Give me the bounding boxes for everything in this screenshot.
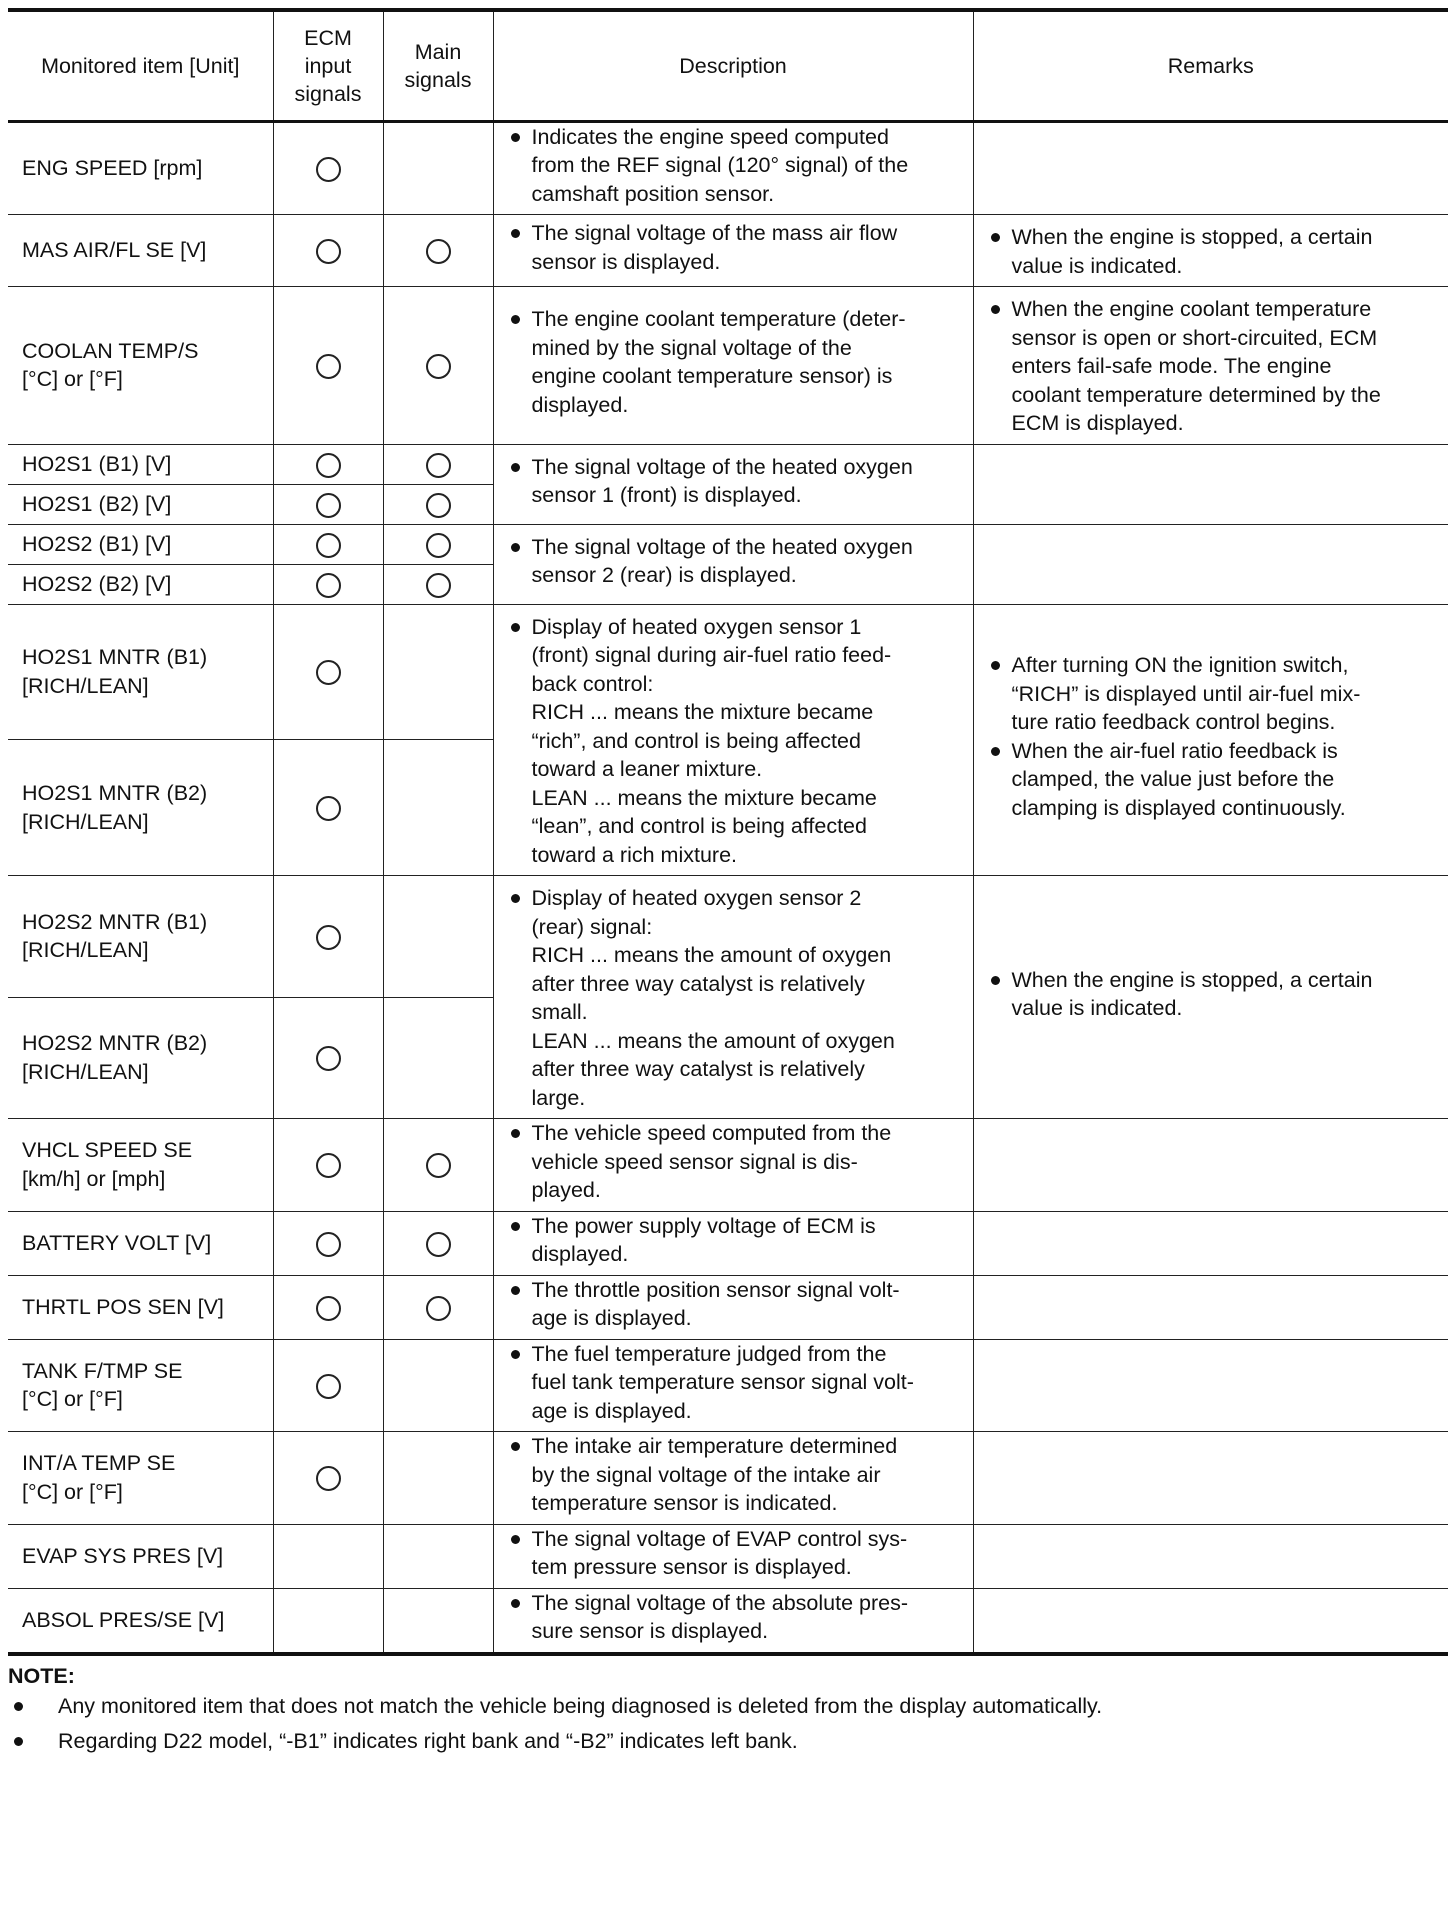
text-line: sensor is displayed. xyxy=(531,249,721,274)
text-line: ECM is displayed. xyxy=(1011,411,1184,435)
description-cell xyxy=(493,604,973,876)
text-line: When the air-fuel ratio feedback is xyxy=(1011,738,1338,763)
circle-mark-icon xyxy=(316,1153,341,1178)
text-line: from the REF signal (120° signal) of the xyxy=(531,153,909,177)
ecm-input-mark-cell xyxy=(273,215,383,287)
remarks-cell xyxy=(973,604,1448,876)
text-line: vehicle speed sensor signal is dis- xyxy=(531,1149,858,1174)
table-row xyxy=(8,121,1448,215)
description xyxy=(504,1432,963,1518)
remarks xyxy=(984,223,1439,280)
circle-mark-icon xyxy=(426,493,451,518)
description-bullet xyxy=(532,1212,963,1269)
ecm-input-mark-cell xyxy=(273,1211,383,1275)
description xyxy=(504,613,963,870)
monitored-item-text: [RICH/LEAN] xyxy=(22,938,149,963)
ecm-input-mark-cell xyxy=(273,876,383,998)
text-line: back control: xyxy=(531,671,654,696)
circle-mark-icon xyxy=(316,1296,341,1321)
circle-mark-icon xyxy=(316,925,341,950)
ecm-input-mark-cell xyxy=(273,1119,383,1212)
text-line: fuel tank temperature sensor signal volt- xyxy=(531,1370,914,1394)
text-line: mined by the signal voltage of the xyxy=(531,335,852,360)
monitored-item-text: COOLAN TEMP/S xyxy=(22,338,199,363)
remarks-cell xyxy=(973,444,1448,524)
main-signal-mark-cell xyxy=(383,1211,493,1275)
monitored-item-text: [RICH/LEAN] xyxy=(22,809,149,834)
remarks-cell xyxy=(973,121,1448,215)
text-line: value is indicated. xyxy=(1011,253,1183,278)
ecm-input-mark-cell xyxy=(273,1275,383,1339)
remarks-cell xyxy=(973,524,1448,604)
text-line: clamped, the value just before the xyxy=(1011,767,1335,792)
circle-mark-icon xyxy=(316,1046,341,1071)
monitored-item-text: THRTL POS SEN [V] xyxy=(22,1294,224,1319)
monitored-item-cell xyxy=(8,1432,273,1525)
document-page xyxy=(8,8,1448,1762)
description xyxy=(504,1340,963,1426)
monitored-item-cell xyxy=(8,564,273,604)
circle-mark-icon xyxy=(426,1232,451,1257)
text-line: age is displayed. xyxy=(531,1306,692,1330)
ecm-input-mark-cell xyxy=(273,1432,383,1525)
text-line: The throttle position sensor signal volt- xyxy=(531,1277,900,1302)
description-bullet xyxy=(532,613,963,870)
monitored-item-cell xyxy=(8,1119,273,1212)
monitored-item-cell xyxy=(8,484,273,524)
main-signal-mark-cell xyxy=(383,1339,493,1432)
monitor-item-table xyxy=(8,8,1448,1656)
ecm-input-mark-cell xyxy=(273,444,383,484)
text-line: When the engine coolant temperature xyxy=(1011,297,1372,321)
ecm-input-mark-cell xyxy=(273,740,383,876)
monitored-item-cell xyxy=(8,215,273,287)
text-line: age is displayed. xyxy=(531,1398,692,1423)
header-remarks: Remarks xyxy=(973,10,1448,121)
monitored-item-text: HO2S1 (B1) [V] xyxy=(22,451,172,476)
main-signal-mark-cell xyxy=(383,564,493,604)
text-line: The intake air temperature determined xyxy=(531,1434,898,1458)
text-line: sure sensor is displayed. xyxy=(531,1619,769,1643)
description-cell xyxy=(493,1432,973,1525)
text-line: LEAN ... means the amount of oxygen xyxy=(531,1028,895,1053)
description xyxy=(504,1276,963,1333)
text-line: enters fail-safe mode. The engine xyxy=(1011,354,1332,378)
description-cell xyxy=(493,121,973,215)
description-bullet xyxy=(532,1276,963,1333)
text-line: RICH ... means the mixture became xyxy=(531,700,874,724)
monitored-item-text: [°C] or [°F] xyxy=(22,1479,123,1504)
monitored-item-cell xyxy=(8,444,273,484)
header-description: Description xyxy=(493,10,973,121)
monitored-item-text: ABSOL PRES/SE [V] xyxy=(22,1607,225,1632)
description xyxy=(504,1119,963,1205)
text-line: “rich”, and control is being affected xyxy=(531,728,861,753)
text-line: displayed. xyxy=(531,392,629,417)
monitored-item-text: HO2S2 (B2) [V] xyxy=(22,571,172,596)
remarks xyxy=(984,295,1439,438)
remarks-cell xyxy=(973,1275,1448,1339)
description xyxy=(504,1589,963,1646)
ecm-input-mark-cell xyxy=(273,524,383,564)
main-signal-mark-cell xyxy=(383,740,493,876)
note-item: Regarding D22 model, “-B1” indicates right bank and “-B2” indicates left bank. xyxy=(58,1727,1448,1755)
circle-mark-icon xyxy=(316,796,341,821)
description-cell xyxy=(493,1524,973,1588)
circle-mark-icon xyxy=(316,354,341,379)
main-signal-mark-cell xyxy=(383,1524,493,1588)
monitored-item-cell xyxy=(8,287,273,445)
text-line: The signal voltage of the heated oxygen xyxy=(531,454,913,479)
monitored-item-text: HO2S2 MNTR (B1) xyxy=(22,909,208,934)
circle-mark-icon xyxy=(426,354,451,379)
circle-mark-icon xyxy=(426,1153,451,1178)
ecm-input-mark-cell xyxy=(273,484,383,524)
description-cell xyxy=(493,444,973,524)
text-line: sensor 2 (rear) is displayed. xyxy=(531,563,797,587)
remarks-cell xyxy=(973,1432,1448,1525)
monitored-item-text: HO2S1 MNTR (B1) xyxy=(22,645,208,670)
remarks-cell xyxy=(973,1211,1448,1275)
remarks-bullet xyxy=(1012,651,1439,737)
description-bullet xyxy=(532,305,963,419)
text-line: When the engine is stopped, a certain xyxy=(1011,225,1373,249)
description-cell xyxy=(493,1588,973,1654)
monitored-item-text: BATTERY VOLT [V] xyxy=(22,1230,212,1255)
description-cell xyxy=(493,1339,973,1432)
table-row xyxy=(8,1432,1448,1525)
monitored-item-text: [RICH/LEAN] xyxy=(22,1059,149,1084)
text-line: (rear) signal: xyxy=(531,914,653,939)
main-signal-mark-cell xyxy=(383,484,493,524)
note-list xyxy=(8,1692,1448,1755)
table-row xyxy=(8,1524,1448,1588)
text-line: (front) signal during air-fuel ratio feed- xyxy=(531,643,892,667)
remarks-cell xyxy=(973,287,1448,445)
monitored-item-text: HO2S2 (B1) [V] xyxy=(22,531,172,556)
text-line: engine coolant temperature sensor) is xyxy=(531,364,893,389)
main-signal-mark-cell xyxy=(383,604,493,740)
text-line: large. xyxy=(531,1085,586,1110)
monitored-item-cell xyxy=(8,997,273,1119)
text-line: coolant temperature determined by the xyxy=(1011,382,1381,407)
text-line: played. xyxy=(531,1178,601,1202)
table-row xyxy=(8,444,1448,484)
text-line: After turning ON the ignition switch, xyxy=(1011,653,1349,678)
text-line: When the engine is stopped, a certain xyxy=(1011,967,1373,992)
ecm-input-mark-cell xyxy=(273,604,383,740)
text-line: The power supply voltage of ECM is xyxy=(531,1213,876,1238)
monitored-item-cell xyxy=(8,1275,273,1339)
circle-mark-icon xyxy=(316,660,341,685)
main-signal-mark-cell xyxy=(383,287,493,445)
table-row xyxy=(8,287,1448,445)
monitored-item-cell xyxy=(8,876,273,998)
ecm-input-mark-cell xyxy=(273,287,383,445)
monitored-item-text: HO2S1 MNTR (B2) xyxy=(22,781,208,806)
remarks-bullet xyxy=(1012,223,1439,280)
main-signal-mark-cell xyxy=(383,997,493,1119)
table-row xyxy=(8,1588,1448,1654)
ecm-input-mark-cell xyxy=(273,1339,383,1432)
text-line: toward a leaner mixture. xyxy=(531,757,763,781)
description-cell xyxy=(493,876,973,1119)
header-line: signals xyxy=(404,67,472,92)
circle-mark-icon xyxy=(426,533,451,558)
circle-mark-icon xyxy=(426,239,451,264)
monitored-item-text: [km/h] or [mph] xyxy=(22,1166,166,1191)
ecm-input-mark-cell xyxy=(273,1524,383,1588)
text-line: sensor is open or short-circuited, ECM xyxy=(1011,325,1378,350)
main-signal-mark-cell xyxy=(383,1119,493,1212)
remarks-cell xyxy=(973,1524,1448,1588)
description-bullet xyxy=(532,1340,963,1426)
header-ecm-input-signals xyxy=(273,10,383,121)
monitored-item-text: TANK F/TMP SE xyxy=(22,1358,183,1383)
ecm-input-mark-cell xyxy=(273,1588,383,1654)
main-signal-mark-cell xyxy=(383,1275,493,1339)
main-signal-mark-cell xyxy=(383,121,493,215)
text-line: The engine coolant temperature (deter- xyxy=(531,307,906,332)
circle-mark-icon xyxy=(316,493,341,518)
table-row xyxy=(8,1275,1448,1339)
monitored-item-text: [RICH/LEAN] xyxy=(22,673,149,698)
text-line: value is indicated. xyxy=(1011,996,1183,1020)
header-line: input xyxy=(304,53,352,78)
text-line: Display of heated oxygen sensor 1 xyxy=(531,614,862,639)
ecm-input-mark-cell xyxy=(273,997,383,1119)
description-cell xyxy=(493,1275,973,1339)
header-monitored-item: Monitored item [Unit] xyxy=(8,10,273,121)
main-signal-mark-cell xyxy=(383,444,493,484)
remarks-cell xyxy=(973,1339,1448,1432)
main-signal-mark-cell xyxy=(383,876,493,998)
text-line: after three way catalyst is relatively xyxy=(531,971,865,996)
description xyxy=(504,884,963,1112)
main-signal-mark-cell xyxy=(383,524,493,564)
circle-mark-icon xyxy=(426,1296,451,1321)
table-row xyxy=(8,1211,1448,1275)
description xyxy=(504,533,963,590)
text-line: RICH ... means the amount of oxygen xyxy=(531,943,892,967)
text-line: The signal voltage of the absolute pres- xyxy=(531,1590,908,1615)
description-cell xyxy=(493,215,973,287)
description xyxy=(504,123,963,209)
text-line: The signal voltage of the heated oxygen xyxy=(531,534,913,559)
remarks xyxy=(984,651,1439,822)
remarks-bullet xyxy=(1012,966,1439,1023)
table-row xyxy=(8,215,1448,287)
circle-mark-icon xyxy=(316,1232,341,1257)
description-cell xyxy=(493,287,973,445)
table-row xyxy=(8,1339,1448,1432)
text-line: camshaft position sensor. xyxy=(531,181,775,206)
text-line: Display of heated oxygen sensor 2 xyxy=(531,886,862,910)
monitored-item-text: HO2S1 (B2) [V] xyxy=(22,491,172,516)
description-cell xyxy=(493,524,973,604)
main-signal-mark-cell xyxy=(383,1588,493,1654)
circle-mark-icon xyxy=(316,453,341,478)
description-bullet xyxy=(532,453,963,510)
monitored-item-cell xyxy=(8,740,273,876)
remarks-cell xyxy=(973,1119,1448,1212)
remarks xyxy=(984,966,1439,1023)
description-bullet xyxy=(532,884,963,1112)
circle-mark-icon xyxy=(426,573,451,598)
text-line: temperature sensor is indicated. xyxy=(531,1491,838,1515)
circle-mark-icon xyxy=(316,573,341,598)
circle-mark-icon xyxy=(316,239,341,264)
text-line: ture ratio feedback control begins. xyxy=(1011,710,1336,735)
description-bullet xyxy=(532,533,963,590)
description xyxy=(504,1212,963,1269)
monitored-item-text: EVAP SYS PRES [V] xyxy=(22,1543,224,1568)
monitored-item-cell xyxy=(8,1339,273,1432)
monitored-item-cell xyxy=(8,1524,273,1588)
monitored-item-text: VHCL SPEED SE xyxy=(22,1138,193,1163)
header-line: Main xyxy=(414,39,462,64)
circle-mark-icon xyxy=(316,1374,341,1399)
monitored-item-text: [°C] or [°F] xyxy=(22,1387,123,1412)
text-line: The fuel temperature judged from the xyxy=(531,1341,887,1366)
text-line: Indicates the engine speed computed xyxy=(531,124,889,149)
header-line: signals xyxy=(294,81,362,106)
description-bullet xyxy=(532,219,963,276)
description xyxy=(504,453,963,510)
circle-mark-icon xyxy=(426,453,451,478)
text-line: “RICH” is displayed until air-fuel mix- xyxy=(1011,681,1361,706)
description xyxy=(504,219,963,276)
monitored-item-cell xyxy=(8,1211,273,1275)
circle-mark-icon xyxy=(316,157,341,182)
text-line: “lean”, and control is being affected xyxy=(531,814,867,838)
description-bullet xyxy=(532,1589,963,1646)
text-line: small. xyxy=(531,1000,588,1024)
monitored-item-cell xyxy=(8,604,273,740)
circle-mark-icon xyxy=(316,533,341,558)
remarks-cell xyxy=(973,215,1448,287)
remarks-bullet xyxy=(1012,295,1439,438)
monitored-item-cell xyxy=(8,121,273,215)
text-line: The vehicle speed computed from the xyxy=(531,1121,892,1145)
table-row xyxy=(8,876,1448,998)
text-line: The signal voltage of EVAP control sys- xyxy=(531,1526,908,1551)
circle-mark-icon xyxy=(316,1466,341,1491)
text-line: by the signal voltage of the intake air xyxy=(531,1462,881,1487)
description-bullet xyxy=(532,1525,963,1582)
remarks-cell xyxy=(973,876,1448,1119)
monitored-item-cell xyxy=(8,524,273,564)
text-line: clamping is displayed continuously. xyxy=(1011,795,1346,820)
monitored-item-text: MAS AIR/FL SE [V] xyxy=(22,238,207,263)
table-row xyxy=(8,604,1448,740)
ecm-input-mark-cell xyxy=(273,564,383,604)
text-line: toward a rich mixture. xyxy=(531,842,738,867)
description-cell xyxy=(493,1211,973,1275)
monitored-item-text: HO2S2 MNTR (B2) xyxy=(22,1031,208,1056)
description-bullet xyxy=(532,1119,963,1205)
remarks-cell xyxy=(973,1588,1448,1654)
header-main-signals xyxy=(383,10,493,121)
main-signal-mark-cell xyxy=(383,1432,493,1525)
text-line: after three way catalyst is relatively xyxy=(531,1057,865,1081)
table-row xyxy=(8,1119,1448,1212)
description xyxy=(504,1525,963,1582)
text-line: sensor 1 (front) is displayed. xyxy=(531,483,802,507)
header-line: ECM xyxy=(304,25,352,50)
main-signal-mark-cell xyxy=(383,215,493,287)
header-row xyxy=(8,10,1448,121)
monitored-item-text: ENG SPEED [rpm] xyxy=(22,156,203,180)
description xyxy=(504,305,963,419)
note-item: Any monitored item that does not match the vehicle being diagnosed is deleted from the display automatically. xyxy=(58,1692,1448,1720)
monitored-item-cell xyxy=(8,1588,273,1654)
text-line: tem pressure sensor is displayed. xyxy=(531,1555,852,1579)
text-line: displayed. xyxy=(531,1242,629,1266)
monitored-item-text: [°C] or [°F] xyxy=(22,367,123,392)
note-title: NOTE: xyxy=(8,1663,75,1688)
table-row xyxy=(8,524,1448,564)
remarks-bullet xyxy=(1012,737,1439,823)
monitored-item-text: INT/A TEMP SE xyxy=(22,1451,176,1476)
note-section xyxy=(8,1662,1448,1755)
text-line: LEAN ... means the mixture became xyxy=(531,785,877,810)
description-cell xyxy=(493,1119,973,1212)
ecm-input-mark-cell xyxy=(273,121,383,215)
description-bullet xyxy=(532,123,963,209)
description-bullet xyxy=(532,1432,963,1518)
text-line: The signal voltage of the mass air flow xyxy=(531,221,898,245)
